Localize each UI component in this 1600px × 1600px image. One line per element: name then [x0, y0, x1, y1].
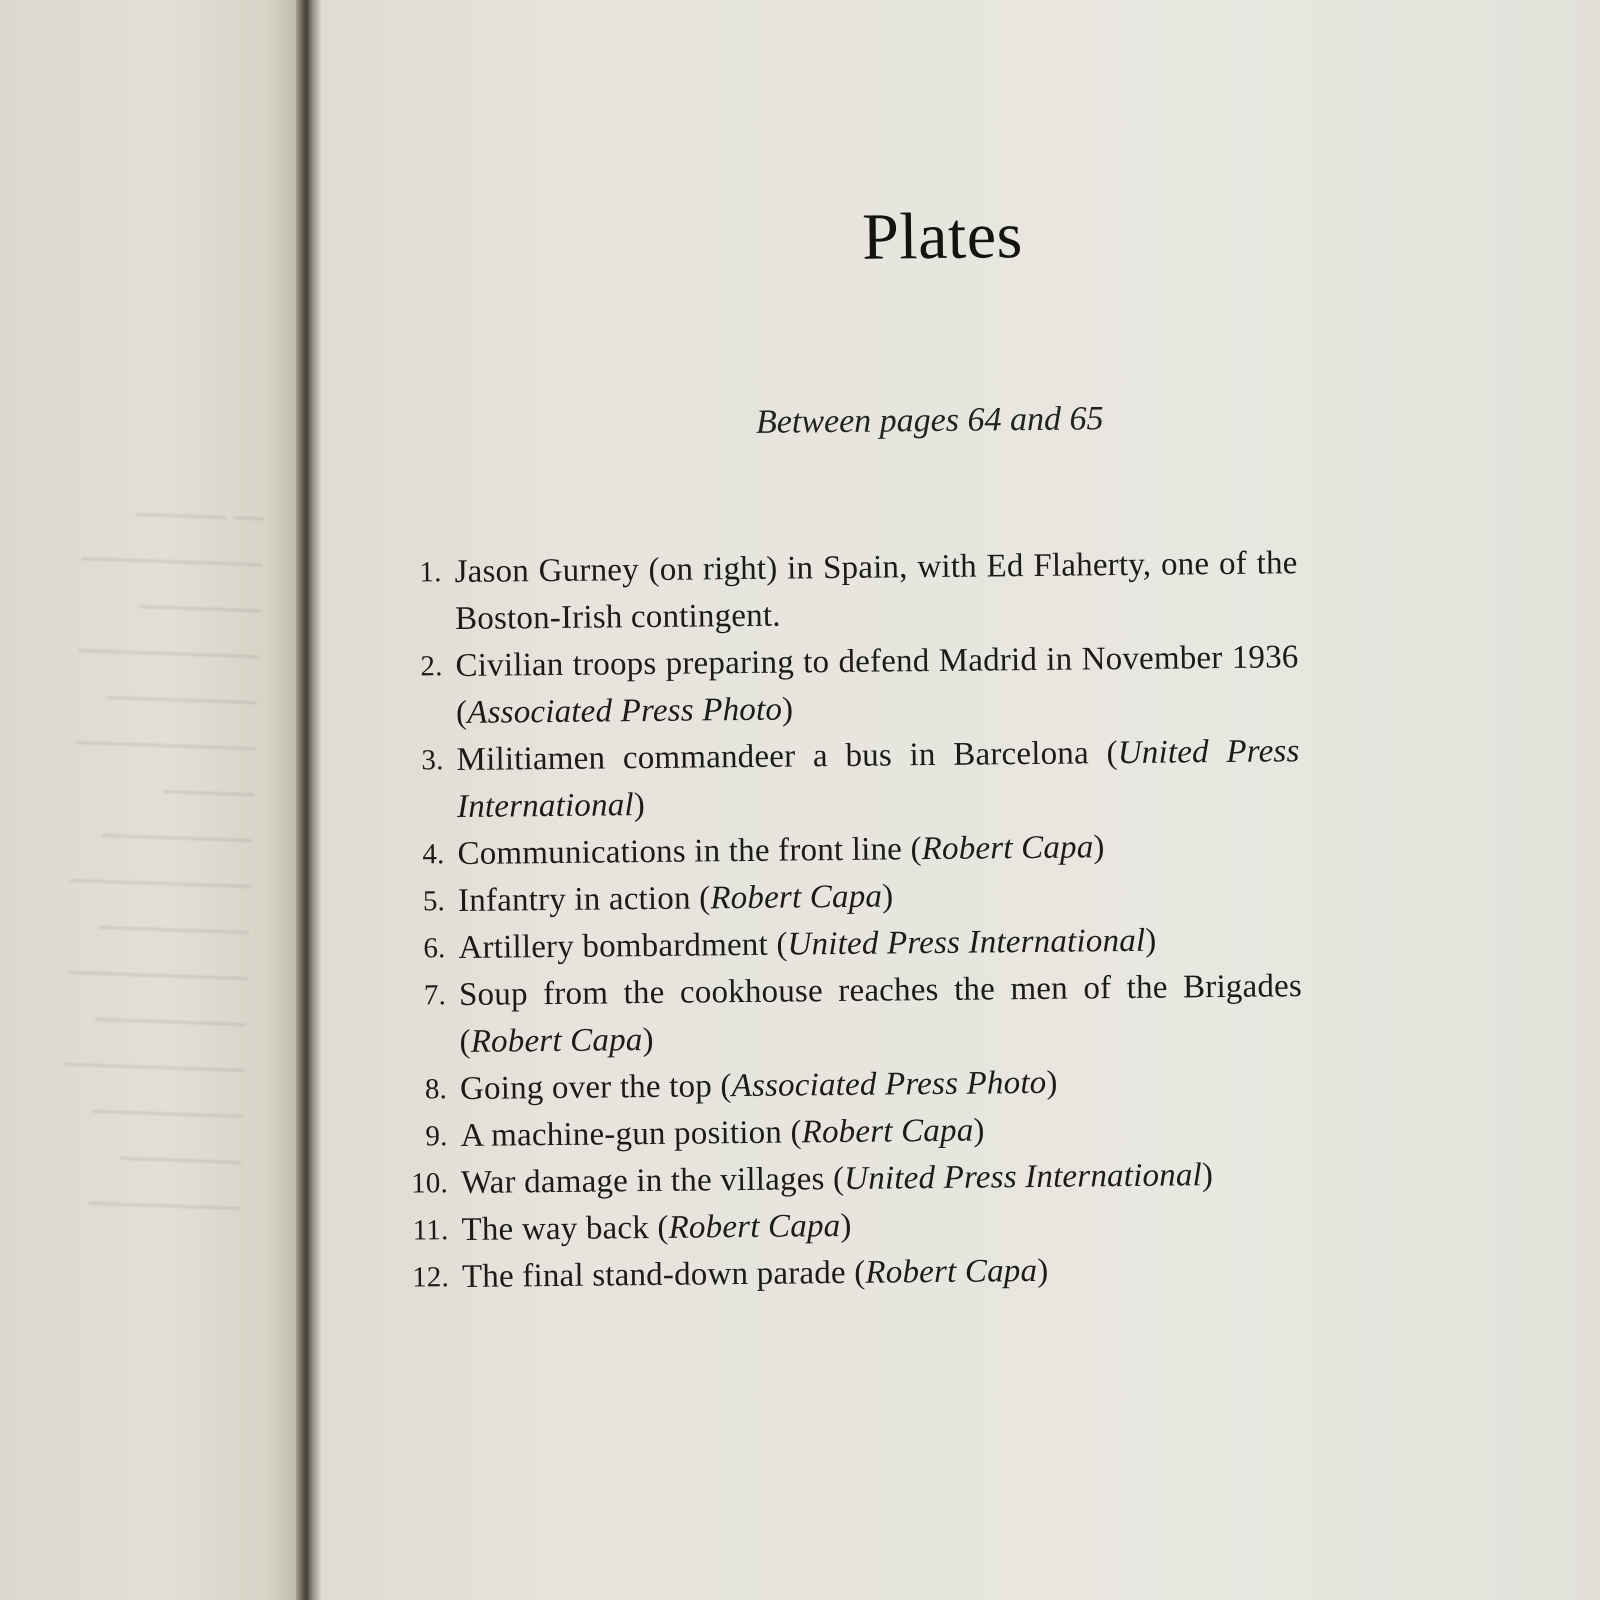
- plate-item: 8. Going over the top (Associated Press Photo): [403, 1057, 1303, 1113]
- plate-item: 6. Artillery bombardment (United Press International): [401, 916, 1301, 972]
- plate-caption: Jason Gurney (on right) in Spain, with Ed Flaherty, one of the Boston-Irish contingent.: [454, 545, 1298, 638]
- show-through-text: ― ――― ―――――― ―――― ―――――― ――――― ―――――― ――― ――――― ―――――― ――――― ―――――― ――――― ―――――― ――――― ―――― ―――――: [63, 495, 264, 1223]
- plate-item: 4. Communications in the front line (Robert Capa): [400, 822, 1300, 878]
- plate-number: 5.: [422, 885, 446, 918]
- plate-number: 10.: [410, 1167, 449, 1200]
- plate-credit: United Press International: [456, 733, 1300, 826]
- plate-credit: Associated Press Photo: [467, 691, 783, 731]
- plate-number: 7.: [423, 979, 447, 1012]
- plate-item: 7. Soup from the cookhouse reaches the men of the Brigades (Robert Capa): [402, 963, 1303, 1066]
- plate-number: 12.: [411, 1261, 450, 1294]
- plate-caption: The final stand-down parade: [461, 1254, 846, 1295]
- plate-item: 3. Militiamen commandeer a bus in Barcelona (United Press International): [399, 728, 1300, 831]
- plate-number: 1.: [419, 556, 442, 589]
- plate-credit: Robert Capa: [921, 829, 1094, 868]
- plate-number: 2.: [420, 650, 443, 683]
- page-subtitle: Between pages 64 and 65: [755, 400, 1104, 441]
- plate-item: 2. Civilian troops preparing to defend Madrid in November 1936 (Associated Press Photo): [398, 634, 1299, 737]
- plate-credit: Associated Press Photo: [731, 1064, 1047, 1105]
- plate-number: 11.: [412, 1214, 449, 1247]
- plate-caption: Artillery bombardment: [458, 926, 769, 967]
- plate-credit: Robert Capa: [865, 1252, 1038, 1291]
- plate-number: 6.: [423, 932, 446, 965]
- plate-item: 9. A machine-gun position (Robert Capa): [403, 1104, 1303, 1160]
- plate-number: 3.: [421, 744, 444, 777]
- plate-caption: A machine-gun position: [460, 1114, 783, 1154]
- plate-caption: War damage in the villages: [460, 1161, 825, 1201]
- plate-number: 9.: [425, 1120, 448, 1153]
- page-title: Plates: [861, 199, 1024, 274]
- plate-item: [397, 540, 1298, 643]
- plate-caption: Militiamen commandeer a bus in Barcelona: [456, 735, 1090, 779]
- plate-credit: Robert Capa: [668, 1208, 841, 1246]
- plate-item: 5. Infantry in action (Robert Capa): [401, 869, 1301, 925]
- plate-credit: Robert Capa: [710, 878, 883, 917]
- plate-caption: The way back: [461, 1210, 650, 1248]
- plate-caption: Going over the top: [459, 1068, 713, 1107]
- plate-credit: United Press International: [787, 922, 1146, 963]
- plate-caption: Civilian troops preparing to defend Madrid in November 1936: [455, 639, 1299, 685]
- plate-credit: Robert Capa: [470, 1022, 643, 1060]
- plate-credit: Robert Capa: [801, 1112, 974, 1151]
- plate-item: 12. The final stand-down parade (Robert Capa): [405, 1245, 1305, 1301]
- plate-credit: United Press International: [843, 1157, 1203, 1197]
- plate-caption: Communications in the front line: [457, 831, 903, 873]
- plate-item: 11. The way back (Robert Capa): [404, 1198, 1304, 1254]
- plate-number: 8.: [424, 1073, 448, 1106]
- plates-list: [397, 540, 1305, 1301]
- plate-number: 4.: [422, 838, 445, 871]
- plate-item: 10. War damage in the villages (United Press International): [404, 1151, 1304, 1207]
- plate-caption: Soup from the cookhouse reaches the men of the Brigades: [458, 968, 1303, 1013]
- plate-caption: Infantry in action: [457, 880, 691, 920]
